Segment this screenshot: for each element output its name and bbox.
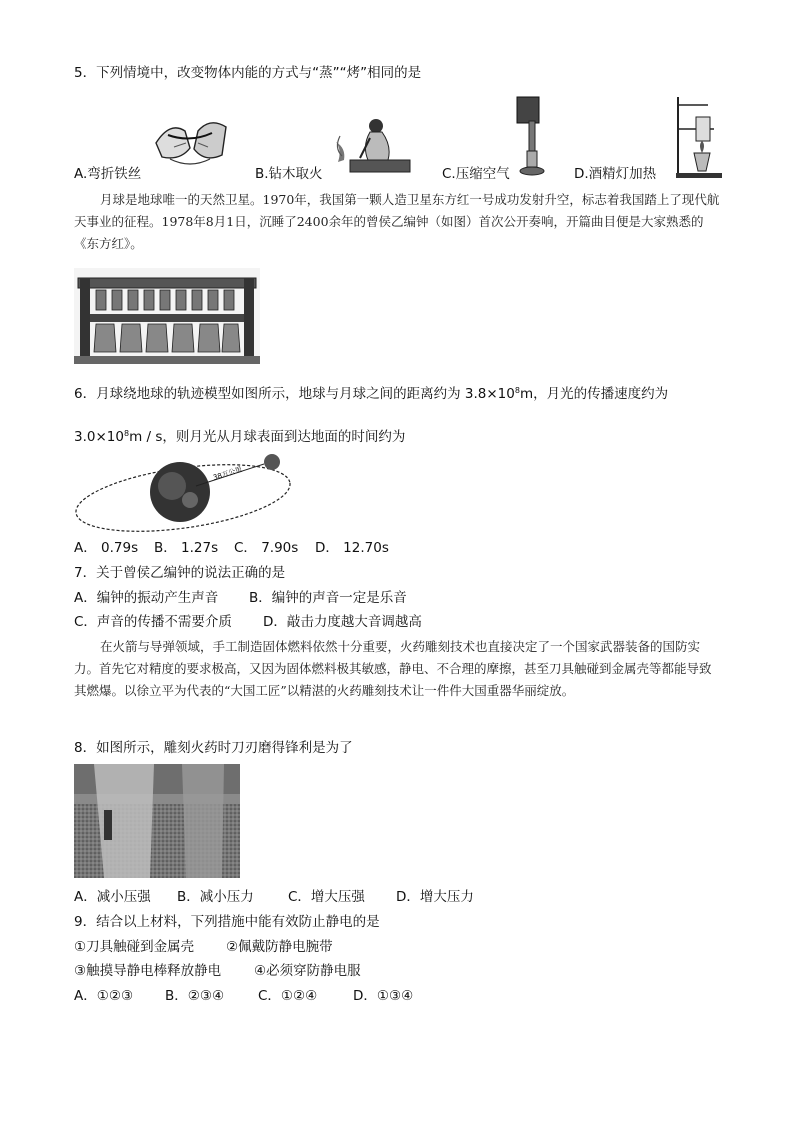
q6-option-a[interactable]: A． 0.79s <box>74 540 139 556</box>
passage-propellant-carving: 在火箭与导弹领域，手工制造固体燃料依然十分重要，火药雕刻技术也直接决定了一个国家武器装备的国防实力。首先它对精度的要求极高，又因为固体燃料极其敏感，静电、不合理的摩擦，甚至刀具触碰到金属壳等都能导致其燃爆。以徐立平为代表的“大国工匠”以精湛的火药雕刻技术让一件件大国重器华丽绽放。 <box>74 639 712 698</box>
q7-option-b[interactable]: B．编钟的声音一定是乐音 <box>249 590 407 606</box>
q9-option-b[interactable]: B．②③④ <box>165 988 225 1004</box>
earth-moon-orbit-figure <box>72 452 294 532</box>
q7-option-d[interactable]: D．敲击力度越大音调越高 <box>263 614 422 630</box>
q5-option-b[interactable]: B.钻木取火 <box>255 166 323 182</box>
q7-stem: 7．关于曾侯乙编钟的说法正确的是 <box>74 565 286 581</box>
q5-option-a[interactable]: A.弯折铁丝 <box>74 166 142 182</box>
q6-option-b[interactable]: B． 1.27s <box>154 540 219 556</box>
passage-moon-bells: 月球是地球唯一的天然卫星。1970年，我国第一颗人造卫星东方红一号成功发射升空，标志着我国踏上了现代航天事业的征程。1978年8月1日，沉睡了2400余年的曾侯乙编钟（如图）首次公开奏响，开篇曲目便是大家熟悉的《东方红》。 <box>74 192 720 251</box>
q6-stem-line1 <box>74 382 668 403</box>
q7-option-a[interactable]: A．编钟的振动产生声音 <box>74 590 219 606</box>
alcohol-lamp-heating-figure <box>668 93 728 179</box>
q9-item-2: ②佩戴防静电腕带 <box>226 939 333 955</box>
q8-option-c[interactable]: C．增大压强 <box>288 889 365 905</box>
q8-option-d[interactable]: D．增大压力 <box>396 889 474 905</box>
q9-item-4: ④必须穿防静电服 <box>254 963 361 979</box>
q9-item-1: ①刀具触碰到金属壳 <box>74 939 195 955</box>
q9-option-c[interactable]: C．①②④ <box>258 988 318 1004</box>
q8-option-a[interactable]: A．减小压强 <box>74 889 151 905</box>
q6-stem-line2 <box>74 425 405 446</box>
distance-label: 38万公里 <box>212 465 244 482</box>
q9-item-3: ③触摸导静电棒释放静电 <box>74 963 222 979</box>
q6-stem-part-d: m / s，则月光从月球表面到达地面的时间约为 <box>129 429 406 445</box>
q5-stem: 5．下列情境中，改变物体内能的方式与“蒸”“烤”相同的是 <box>74 65 422 81</box>
q6-stem-part-c: 3.0×10 <box>74 429 124 445</box>
compressing-air-figure <box>515 95 551 179</box>
q7-option-c[interactable]: C．声音的传播不需要介质 <box>74 614 232 630</box>
q9-stem: 9．结合以上材料，下列措施中能有效防止静电的是 <box>74 914 380 930</box>
q8-stem: 8．如图所示，雕刻火药时刀刃磨得锋利是为了 <box>74 740 353 756</box>
knife-carving-figure <box>74 764 240 878</box>
bending-wire-figure <box>150 113 232 173</box>
q6-option-c[interactable]: C． 7.90s <box>234 540 299 556</box>
q9-option-a[interactable]: A．①②③ <box>74 988 134 1004</box>
q6-stem-part-a: 6．月球绕地球的轨迹模型如图所示，地球与月球之间的距离约为 3.8×10 <box>74 386 515 402</box>
zenghouyi-chime-bells-figure <box>74 268 260 364</box>
q6-exponent-1: 8 <box>514 386 520 395</box>
q6-exponent-2: 8 <box>123 429 130 438</box>
drilling-wood-fire-figure <box>330 112 412 178</box>
q5-option-c[interactable]: C.压缩空气 <box>442 166 510 182</box>
q6-stem-part-b: m，月光的传播速度约为 <box>519 386 669 402</box>
q9-option-d[interactable]: D．①③④ <box>353 988 414 1004</box>
q5-option-d[interactable]: D.酒精灯加热 <box>574 166 657 182</box>
q8-option-b[interactable]: B．减小压力 <box>177 889 254 905</box>
q6-option-d[interactable]: D． 12.70s <box>315 540 389 556</box>
